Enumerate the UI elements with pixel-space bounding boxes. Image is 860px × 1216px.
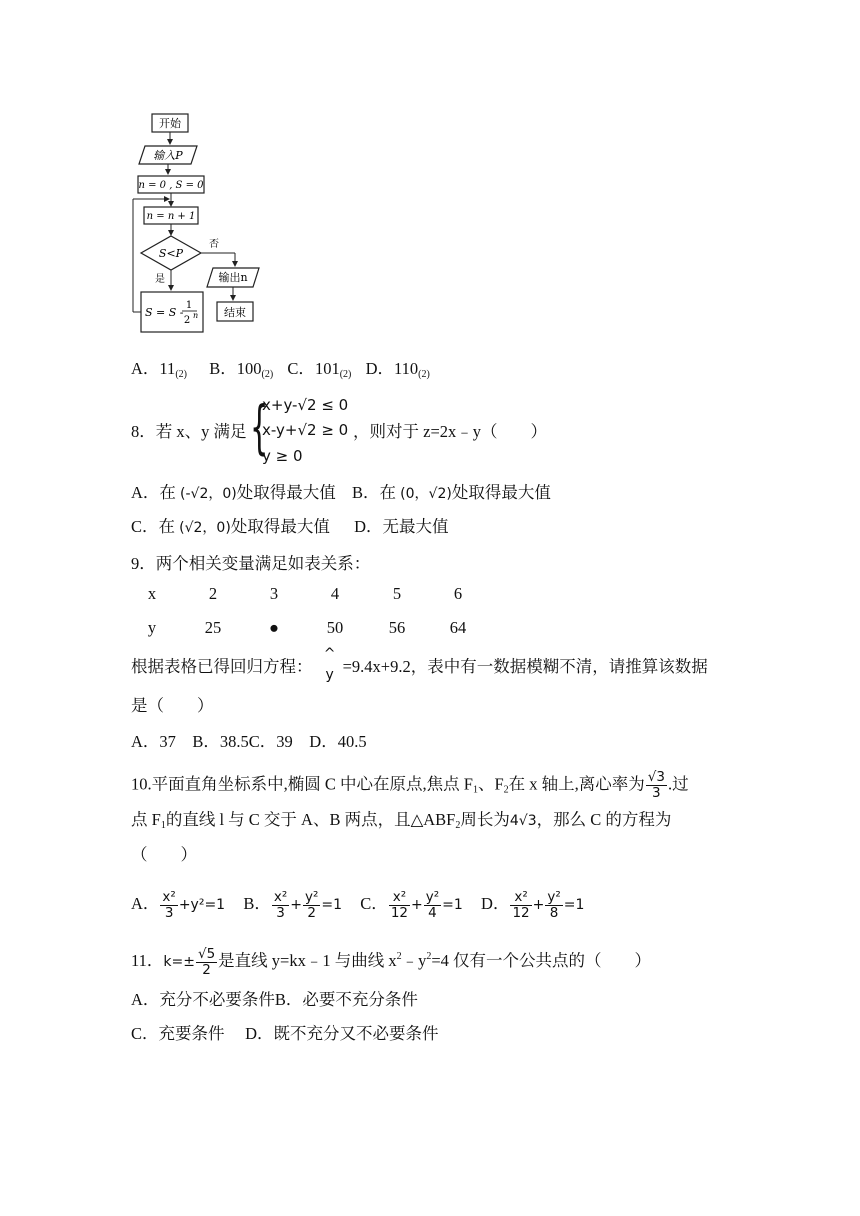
q9-stem: 9．两个相关变量满足如表关系： [131,554,371,573]
flow-cond-text: S<P [158,247,184,260]
q7-option-a: A．$11_{(2)}$ [131,359,187,380]
flow-start-text: 开始 [159,117,181,130]
flow-input-text: 输入P [153,149,183,162]
flow-incr-text: n = n + 1 [146,211,196,222]
q8-option-c: C．在 (√2，0)处取得最大值 [131,517,330,536]
table-cell: 4 [330,584,340,603]
q9-line-2: 是（ ） [131,696,214,715]
q8-system-brace: { [250,393,269,461]
table-cell: ● [269,618,279,637]
table-cell: 64 [449,618,467,637]
q8-system-line-2: x-y+√2 ≥ 0 [262,421,349,439]
q7-option-d: D．$110_{(2)}$ [365,359,430,380]
q10-option-d: D． $\frac{\text{x²}}{12}$ + $\frac{\text{y²}}{8}$ =1 [481,889,585,921]
q10-options [131,890,584,921]
flow-update-exp: n [193,311,199,320]
q10-option-c: C． $\frac{\text{x²}}{12}$ + $\frac{\text{y²}}{4}$ =1 [360,889,463,921]
q10-line-3: （ ） [131,845,197,864]
flow-no-label: 否 [209,239,219,250]
y-hat: ^ $_y$ [323,645,336,683]
q11-stem: 11．k=± $\frac{√5}{2}$ 是直线 y=kx﹣1 与曲线 $x^2﹣y^2=4$ 仅有一个公共点的（ ） [131,945,652,978]
q7-options [131,358,430,386]
table-cell: 56 [388,618,406,637]
q9-options: A．37 B．38.5C．39 D．40.5 [131,732,367,751]
q11-options-row-2: C．充要条件 D．既不充分又不必要条件 [131,1024,439,1043]
q10-line-1: 10.平面直角坐标系中,椭圆 C 中心在原点,焦点 $F_1$、$F_2$在 x 轴上,离心率为 $\frac{√3}{3}$ .过 [131,769,689,801]
q8-options-row-1 [131,482,551,505]
q11-options-row-1: A．充分不必要条件B．必要不充分条件 [131,990,418,1009]
eccentricity-fraction: $\frac{√3}{3}$ [647,769,665,801]
q7-option-c: C．$101_{(2)}$ [287,359,352,380]
table-cell: 50 [326,618,344,637]
table-cell: 3 [269,584,279,603]
flow-update-left: S = S - [145,306,184,319]
q10-option-a: A． $\frac{\text{x²}}{3}$ +y²=1 [131,889,226,921]
table-cell: y [147,618,157,637]
table-cell: 2 [208,584,218,603]
flow-output-text: 输出n [218,271,248,284]
q8-option-b: B．在 (0，√2)处取得最大值 [352,483,551,502]
table-cell: 25 [204,618,222,637]
flow-yes-label: 是 [155,274,165,285]
q10-option-b: B． $\frac{\text{x²}}{3}$ + $\frac{\text{y²}}{2}$ =1 [243,889,343,921]
table-cell: x [147,584,157,603]
q8-stem-prefix: 8．若 x、y 满足 [131,422,247,441]
q8-option-a: A．在 (-√2，0)处取得最大值 [131,483,336,502]
flow-init-text: n = 0 , S = 0 [138,180,204,191]
q10-line-2: 点 $F_1$的直线 l 与 C 交于 A、B 两点，且$\triangle ABF_2$周长为4√3，那么 C 的方程为 [131,810,672,831]
q8-system-line-3: y ≥ 0 [262,447,303,465]
q8-system-line-1: x+y-√2 ≤ 0 [262,396,349,414]
table-cell: 5 [392,584,402,603]
q8-options-row-2 [131,516,448,539]
flow-update-num: 1 [185,300,193,311]
k-fraction: $\frac{√5}{2}$ [197,945,216,978]
q8-stem-suffix: ，则对于 z=2x﹣y（ ） [353,422,548,441]
flow-update-den: 2 [183,315,191,326]
q9-regression-line: 根据表格已得回归方程： ^ $_y$ =9.4x+9.2，表中有一数据模糊不清，请推算该数据 [131,645,708,683]
q8-option-d: D．无最大值 [354,517,449,536]
flowchart [125,108,275,348]
flow-end-text: 结束 [224,306,246,319]
table-cell: 6 [453,584,463,603]
q7-option-b: B．$100_{(2)}$ [209,359,274,380]
